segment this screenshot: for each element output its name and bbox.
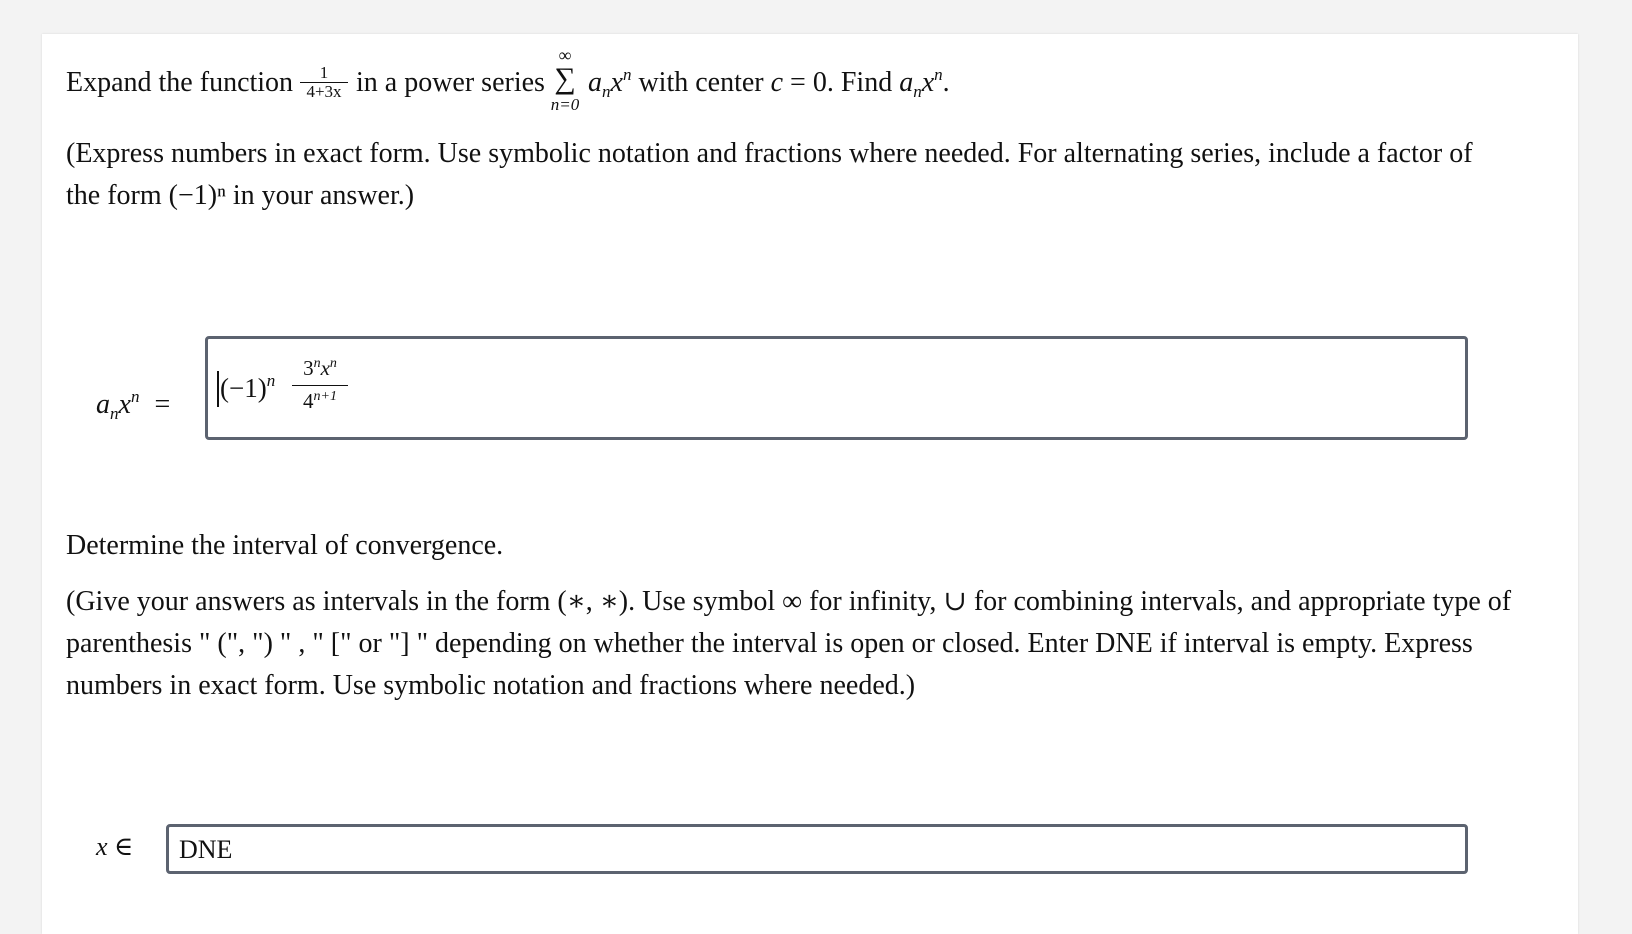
sum-upper-limit: ∞ xyxy=(558,45,572,65)
term-a: a xyxy=(588,67,602,98)
neg-one: (−1) xyxy=(220,373,267,403)
c-equals-text: = 0. Find xyxy=(790,67,893,98)
answer-1-fraction xyxy=(292,357,348,418)
answer-1-expression-prefix xyxy=(220,367,275,413)
term-sub-n: n xyxy=(602,82,611,101)
term-pow-n: n xyxy=(622,65,632,84)
num-xpow: n xyxy=(329,356,337,371)
sigma-icon: ∑ xyxy=(554,62,576,95)
answer-2-value: DNE xyxy=(179,835,233,864)
c-variable: c xyxy=(770,67,784,98)
find-x: x xyxy=(921,67,935,98)
den-base: 4 xyxy=(303,389,314,413)
sum-lower-limit: n=0 xyxy=(550,95,580,114)
fraction-denominator: 4+3x xyxy=(306,82,342,101)
den-pow: n+1 xyxy=(313,389,337,404)
q2-instructions: (Give your answers as intervals in the form (∗, ∗). Use symbol ∞ for infinity, ∪ for combining intervals, and appropriate type of parenthesis " (", ") " , " [" or "] " depending on whether the interval is open or closed. Enter DNE if interval is empty. Express numbers in exact form. Use symbolic notation and fractions where needed.) xyxy=(66,586,1512,701)
term-x: x xyxy=(610,67,623,98)
find-sub-n: n xyxy=(913,82,922,101)
find-period: . xyxy=(942,67,950,98)
num-x: x xyxy=(320,356,330,380)
label-equals: = xyxy=(154,389,171,420)
q1-mid-text: in a power series xyxy=(356,67,545,98)
question-1-statement xyxy=(66,62,293,104)
num-pow: n xyxy=(313,356,321,371)
answer-1-input[interactable] xyxy=(205,336,1468,440)
answer-2-label: x ∈ xyxy=(96,832,134,861)
label-pow-n: n xyxy=(130,387,140,406)
series-term xyxy=(588,62,950,107)
fraction-numerator: 1 xyxy=(319,63,329,82)
answer-1-numerator xyxy=(292,357,348,383)
summation xyxy=(547,46,583,116)
answer-1-caret xyxy=(217,371,219,407)
q1-intro: Expand the function xyxy=(66,67,294,98)
find-pow-n: n xyxy=(934,65,943,84)
answer-1-fraction-bar xyxy=(292,385,348,386)
num-base: 3 xyxy=(303,356,314,380)
question-card xyxy=(42,34,1578,934)
question-2-title: Determine the interval of convergence. xyxy=(66,530,504,561)
q1-instructions: (Express numbers in exact form. Use symbolic notation and fractions where needed. For alternating series, include a factor of the form (−1)ⁿ in your answer.) xyxy=(66,138,1473,211)
find-a: a xyxy=(899,67,914,98)
label-x: x xyxy=(118,389,131,420)
answer-1-label xyxy=(96,384,170,429)
label-sub-n: n xyxy=(110,404,119,423)
answer-2-input[interactable] xyxy=(166,824,1468,874)
label-a: a xyxy=(96,389,110,420)
answer-1-denominator xyxy=(292,388,348,418)
neg-one-pow: n xyxy=(266,371,276,390)
fraction-function xyxy=(300,64,348,101)
with-center-text: with center xyxy=(638,67,764,98)
